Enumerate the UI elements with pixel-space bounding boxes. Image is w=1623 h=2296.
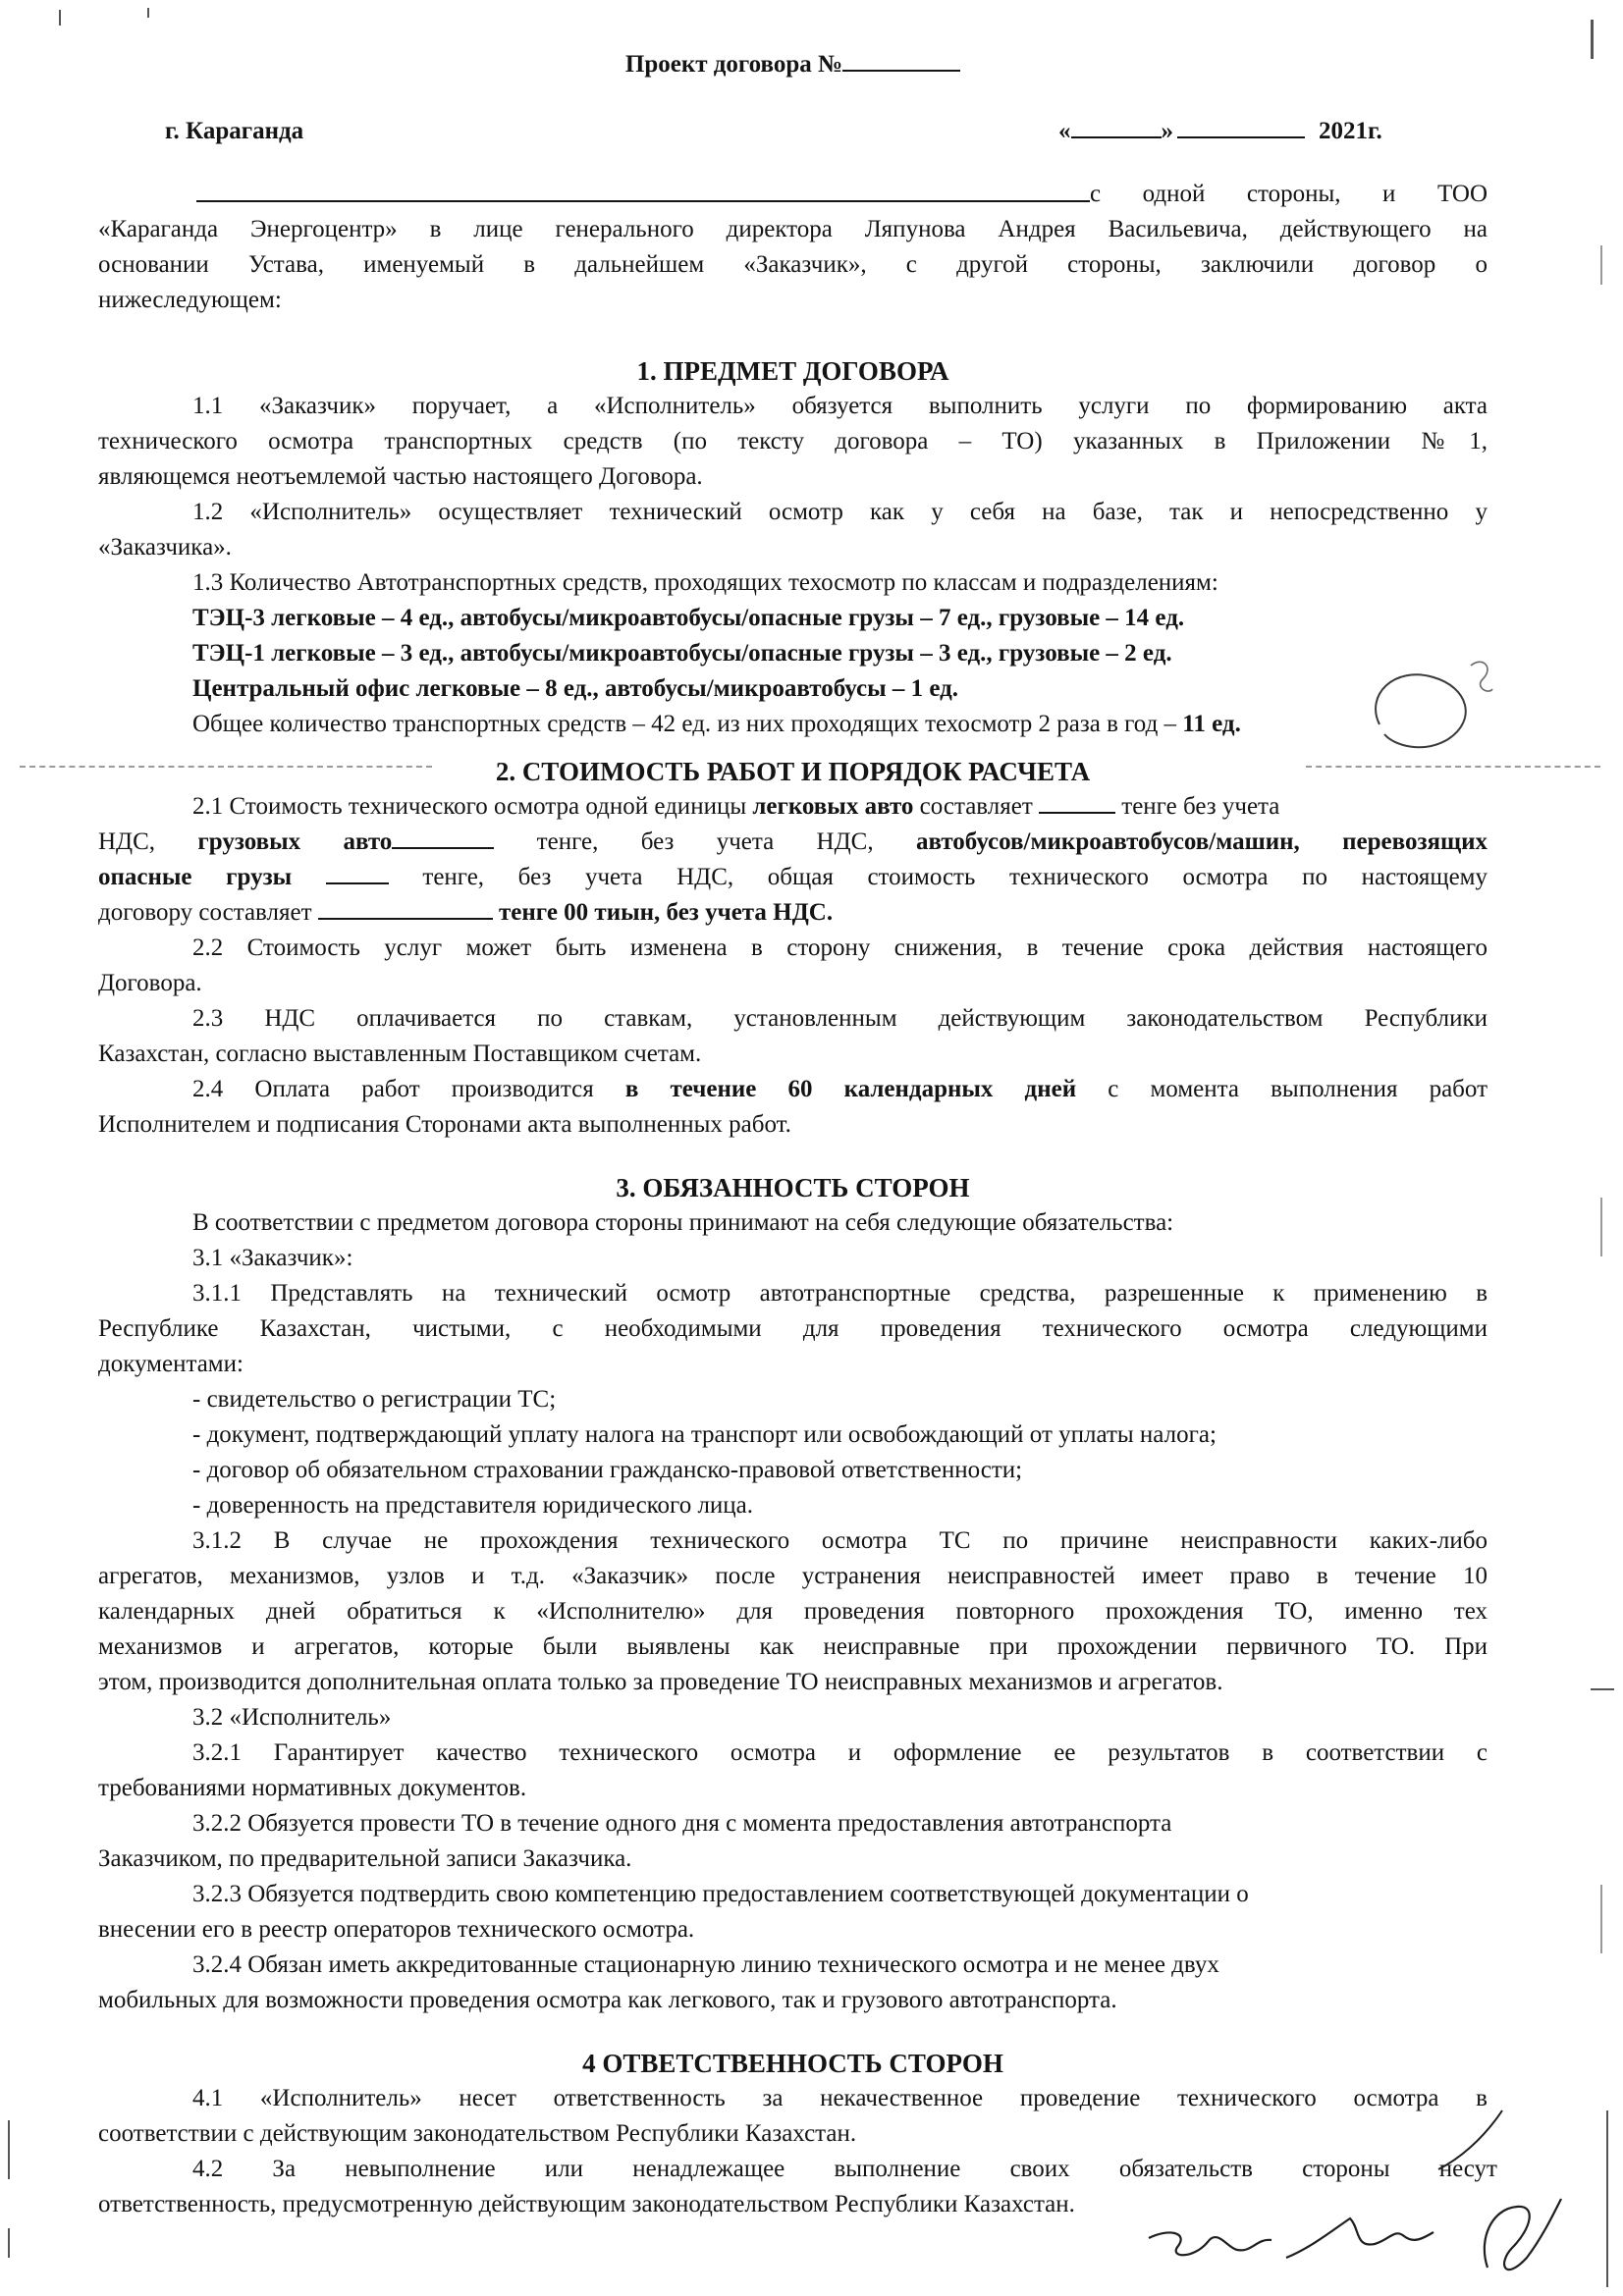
s1-line-1: 1.1 «Заказчик» поручает, а «Исполнитель» обязуется выполнить услуги по формированию акта bbox=[192, 393, 1488, 419]
document-title: Проект договора № bbox=[98, 47, 1488, 82]
s1-line-6: 1.3 Количество Автотранспортных средств, проходящих техосмотр по классам и подразделениям: bbox=[192, 569, 1218, 596]
s3-line: механизмов и агрегатов, которые были выявлены как неисправные при прохождении первичного ТО. При bbox=[98, 1633, 1488, 1660]
s2-line-8: Казахстан, согласно выставленным Поставщиком счетам. bbox=[98, 1041, 702, 1067]
handwritten-circle-mark bbox=[1355, 656, 1502, 754]
s2-line-9: 2.4 Оплата работ производится в течение 60 календарных дней с момента выполнения работ bbox=[192, 1076, 1488, 1102]
s4-line-2: соответствии с действующим законодательством Республики Казахстан. bbox=[98, 2120, 857, 2147]
s3-line: 3.2.1 Гарантирует качество технического осмотра и оформление ее результатов в соответствии с bbox=[192, 1739, 1488, 1766]
s3-line: 3.2 «Исполнитель» bbox=[192, 1704, 392, 1731]
s3-line: календарных дней обратиться к «Исполнителю» для проведения повторного прохождения ТО, именно тех bbox=[98, 1598, 1488, 1625]
s1-tec3: ТЭЦ-3 легковые – 4 ед., автобусы/микроавтобусы/опасные грузы – 7 ед., грузовые – 14 ед. bbox=[192, 605, 1185, 631]
s3-line: 3.2.2 Обязуется провести ТО в течение одного дня с момента предоставления автотранспорта bbox=[192, 1810, 1172, 1837]
scan-edge-mark bbox=[1600, 1885, 1602, 1953]
s4-line-3: 4.2 За невыполнение или ненадлежащее выполнение своих обязательств стороны несут bbox=[192, 2156, 1497, 2182]
s3-line: мобильных для возможности проведения осмотра как легкового, так и грузового автотранспорта. bbox=[98, 1987, 1117, 2013]
scan-mark bbox=[147, 8, 149, 18]
section-4-title: 4 ОТВЕТСТВЕННОСТЬ СТОРОН bbox=[582, 2049, 1003, 2078]
s1-line-5: «Заказчика». bbox=[98, 534, 232, 561]
scan-mark bbox=[59, 10, 61, 26]
s2-line-1: 2.1 Стоимость технического осмотра одной единицы легковых авто составляет тенге без учета bbox=[192, 789, 1488, 825]
s2-line-7: 2.3 НДС оплачивается по ставкам, установленным действующим законодательством Республики bbox=[192, 1005, 1488, 1032]
scan-edge-mark bbox=[8, 2120, 10, 2179]
party-name-blank bbox=[196, 179, 1090, 202]
s3-line: Республике Казахстан, чистыми, с необходимыми для проведения технического осмотра следующими bbox=[98, 1315, 1488, 1342]
contract-date: « » 2021г. bbox=[1058, 114, 1451, 149]
s3-line: Заказчиком, по предварительной записи Заказчика. bbox=[98, 1845, 632, 1872]
s3-line: - свидетельство о регистрации ТС; bbox=[192, 1386, 557, 1413]
s3-line: - доверенность на представителя юридического лица. bbox=[192, 1492, 754, 1519]
s4-line-4: ответственность, предусмотренную действующим законодательством Республики Казахстан. bbox=[98, 2191, 1075, 2217]
s1-line-4: 1.2 «Исполнитель» осуществляет технический осмотр как у себя на базе, так и непосредственно у bbox=[192, 499, 1488, 525]
s1-line-2: технического осмотра транспортных средств (по тексту договора – ТО) указанных в Приложении №1, bbox=[98, 428, 1488, 454]
s1-central-office: Центральный офис легковые – 8 ед., автобусы/микроавтобусы – 1 ед. bbox=[192, 675, 959, 702]
s2-line-4: договору составляет тенге 00 тиын, без учета НДС. bbox=[98, 895, 1488, 931]
s2-line-3: опасные грузы тенге, без учета НДС, общая стоимость технического осмотра по настоящему bbox=[98, 860, 1488, 895]
intro-line-1: с одной стороны, и ТОО bbox=[1090, 181, 1488, 207]
s3-line: - договор об обязательном страховании гражданско-правовой ответственности; bbox=[192, 1457, 1023, 1483]
s3-line: 3.1.1 Представлять на технический осмотр автотранспортные средства, разрешенные к применению в bbox=[192, 1280, 1488, 1307]
scan-edge-mark bbox=[1591, 20, 1594, 59]
s3-line: агрегатов, механизмов, узлов и т.д. «Заказчик» после устранения неисправностей имеет право в течение 10 bbox=[98, 1563, 1488, 1589]
s2-line-6: Договора. bbox=[98, 970, 202, 996]
s1-tec1: ТЭЦ-1 легковые – 3 ед., автобусы/микроавтобусы/опасные грузы – 3 ед., грузовые – 2 ед. bbox=[192, 640, 1172, 667]
intro-line-2: «Караганда Энергоцентр» в лице генерального директора Ляпунова Андрея Васильевича, действующего на bbox=[98, 216, 1488, 242]
scan-edge-mark bbox=[1606, 2110, 1608, 2287]
s3-line: В соответствии с предметом договора стороны принимают на себя следующие обязательства: bbox=[192, 1209, 1174, 1236]
s3-line: 3.1 «Заказчик»: bbox=[192, 1245, 353, 1271]
s1-line-3: являющемся неотъемлемой частью настоящего Договора. bbox=[98, 463, 703, 490]
s3-line: - документ, подтверждающий уплату налога на транспорт или освобождающий от уплаты налога; bbox=[192, 1421, 1217, 1448]
scan-edge-mark bbox=[1600, 1198, 1602, 1256]
s3-line: внесении его в реестр операторов технического осмотра. bbox=[98, 1916, 695, 1943]
scan-edge-mark bbox=[8, 2228, 10, 2258]
s2-line-5: 2.2 Стоимость услуг может быть изменена в сторону снижения, в течение срока действия настоящего bbox=[192, 934, 1488, 961]
s4-line-1: 4.1 «Исполнитель» несет ответственность за некачественное проведение технического осмотра в bbox=[192, 2085, 1488, 2111]
scan-edge-mark bbox=[1600, 245, 1602, 285]
intro-line-4: нижеследующем: bbox=[98, 287, 282, 313]
section-2-title: 2. СТОИМОСТЬ РАБОТ И ПОРЯДОК РАСЧЕТА bbox=[495, 757, 1091, 786]
signature-mark-top-right bbox=[1429, 2110, 1517, 2179]
city: г. Караганда bbox=[165, 118, 304, 144]
section-1-title: 1. ПРЕДМЕТ ДОГОВОРА bbox=[636, 356, 949, 386]
s3-line: 3.1.2 В случае не прохождения технического осмотра ТС по причине неисправности каких-либо bbox=[192, 1527, 1488, 1554]
scan-edge-mark bbox=[1591, 1688, 1614, 1690]
section-3-title: 3. ОБЯЗАННОСТЬ СТОРОН bbox=[616, 1173, 970, 1202]
signature-marks bbox=[1139, 2199, 1600, 2292]
s3-line: документами: bbox=[98, 1351, 243, 1377]
s3-line: 3.2.4 Обязан иметь аккредитованные стационарную линию технического осмотра и не менее двух bbox=[192, 1951, 1219, 1978]
s1-total: Общее количество транспортных средств – 42 ед. из них проходящих техосмотр 2 раза в год – 11 ед. bbox=[192, 711, 1241, 737]
s2-line-10: Исполнителем и подписания Сторонами акта выполненных работ. bbox=[98, 1111, 791, 1138]
s3-line: этом, производится дополнительная оплата только за проведение ТО неисправных механизмов и агрегатов. bbox=[98, 1669, 1223, 1695]
s2-line-2: НДС, грузовых авто тенге, без учета НДС, автобусов/микроавтобусов/машин, перевозящих bbox=[98, 825, 1488, 860]
s3-line: 3.2.3 Обязуется подтвердить свою компетенцию предоставлением соответствующей документации о bbox=[192, 1881, 1249, 1907]
s3-line: требованиями нормативных документов. bbox=[98, 1775, 527, 1801]
intro-line-3: основании Устава, именуемый в дальнейшем «Заказчик», с другой стороны, заключили договор о bbox=[98, 251, 1488, 278]
